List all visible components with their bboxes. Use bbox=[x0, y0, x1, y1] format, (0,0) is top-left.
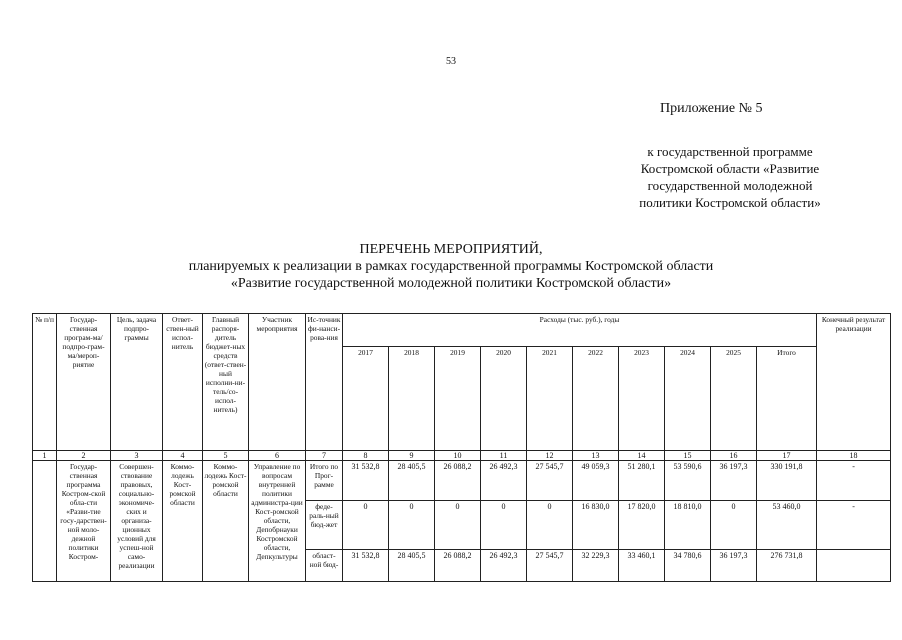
goal-cell: Совершен-ствование правовых, социально-экономиче-ских и организа-ционных условий для успеш-ной само-реализации bbox=[111, 461, 163, 582]
row-number bbox=[33, 461, 57, 582]
result-cell bbox=[817, 550, 891, 582]
value-cell: 49 059,3 bbox=[573, 461, 619, 501]
value-cell: 28 405,5 bbox=[389, 461, 435, 501]
header-year: 2023 bbox=[619, 347, 665, 451]
value-cell: 27 545,7 bbox=[527, 550, 573, 582]
appendix-title: Приложение № 5 bbox=[660, 101, 763, 116]
header-budget-manager: Главный распоря-дитель бюджет-ных средств (ответ-ствен-ный исполни-ни-тель/со-испол-нитель) bbox=[203, 314, 249, 451]
value-cell: 33 460,1 bbox=[619, 550, 665, 582]
appendix-line: к государственной программе bbox=[647, 144, 813, 159]
total-cell: 53 460,0 bbox=[757, 501, 817, 550]
value-cell: 36 197,3 bbox=[711, 461, 757, 501]
value-cell: 0 bbox=[527, 501, 573, 550]
participant-cell: Управление по вопросам внутренней политики администра-ции Кост-ромской области, Депобрнауки Костромской области, Депкультуры bbox=[249, 461, 306, 582]
value-cell: 27 545,7 bbox=[527, 461, 573, 501]
value-cell: 0 bbox=[711, 501, 757, 550]
column-number: 9 bbox=[389, 451, 435, 461]
value-cell: 0 bbox=[435, 501, 481, 550]
column-number: 14 bbox=[619, 451, 665, 461]
header-participant: Участник мероприятия bbox=[249, 314, 306, 451]
column-number: 16 bbox=[711, 451, 757, 461]
result-cell: - bbox=[817, 461, 891, 501]
value-cell: 26 492,3 bbox=[481, 461, 527, 501]
header-number: № п/п bbox=[33, 314, 57, 451]
value-cell: 31 532,8 bbox=[343, 550, 389, 582]
header-total: Итого bbox=[757, 347, 817, 451]
header-year: 2018 bbox=[389, 347, 435, 451]
header-program: Государ-ственная програм-ма/подпро-грам-ма/мероп-риятие bbox=[57, 314, 111, 451]
header-responsible: Ответ-ствен-ный испол-нитель bbox=[163, 314, 203, 451]
appendix-line: политики Костромской области» bbox=[639, 195, 821, 210]
header-goal: Цель, задача подпро-граммы bbox=[111, 314, 163, 451]
header-year: 2017 bbox=[343, 347, 389, 451]
header-year: 2025 bbox=[711, 347, 757, 451]
header-year: 2022 bbox=[573, 347, 619, 451]
document-title bbox=[0, 241, 902, 292]
value-cell: 0 bbox=[343, 501, 389, 550]
column-number: 1 bbox=[33, 451, 57, 461]
value-cell: 31 532,8 bbox=[343, 461, 389, 501]
column-number: 12 bbox=[527, 451, 573, 461]
page-number: 53 bbox=[446, 56, 456, 67]
column-number: 17 bbox=[757, 451, 817, 461]
table-row bbox=[33, 461, 891, 501]
total-cell: 276 731,8 bbox=[757, 550, 817, 582]
value-cell: 18 810,0 bbox=[665, 501, 711, 550]
appendix-line: Костромской области «Развитие bbox=[640, 161, 820, 176]
value-cell: 0 bbox=[389, 501, 435, 550]
value-cell: 26 088,2 bbox=[435, 550, 481, 582]
responsible-cell: Коммо-лодежь Кост-ромской области bbox=[163, 461, 203, 582]
column-number: 10 bbox=[435, 451, 481, 461]
activities-table bbox=[32, 313, 891, 582]
program-cell: Государ-ственная программа Костром-ской обла-сти «Разви-тие госу-дарствен-ной моло-дежной политики Костром- bbox=[57, 461, 111, 582]
funding-source-cell: Итого по Прог-рамме bbox=[306, 461, 343, 501]
value-cell: 16 830,0 bbox=[573, 501, 619, 550]
value-cell: 36 197,3 bbox=[711, 550, 757, 582]
title-heading: ПЕРЕЧЕНЬ МЕРОПРИЯТИЙ, bbox=[359, 242, 543, 257]
value-cell: 34 780,6 bbox=[665, 550, 711, 582]
value-cell: 53 590,6 bbox=[665, 461, 711, 501]
value-cell: 28 405,5 bbox=[389, 550, 435, 582]
column-number: 7 bbox=[306, 451, 343, 461]
column-number: 2 bbox=[57, 451, 111, 461]
column-number: 18 bbox=[817, 451, 891, 461]
title-line: «Развитие государственной молодежной политики Костромской области» bbox=[230, 276, 672, 291]
value-cell: 17 820,0 bbox=[619, 501, 665, 550]
budget-manager-cell: Коммо-лодежь Кост-ромской области bbox=[203, 461, 249, 582]
header-result: Конечный результат реализации bbox=[817, 314, 891, 451]
column-number: 3 bbox=[111, 451, 163, 461]
header-year: 2020 bbox=[481, 347, 527, 451]
column-number: 13 bbox=[573, 451, 619, 461]
value-cell: 0 bbox=[481, 501, 527, 550]
value-cell: 32 229,3 bbox=[573, 550, 619, 582]
column-number-row bbox=[33, 451, 891, 461]
title-line: планируемых к реализации в рамках государственной программы Костромской области bbox=[188, 259, 714, 274]
column-number: 11 bbox=[481, 451, 527, 461]
funding-source-cell: феде-раль-ный бюд-жет bbox=[306, 501, 343, 550]
value-cell: 51 280,1 bbox=[619, 461, 665, 501]
value-cell: 26 492,3 bbox=[481, 550, 527, 582]
header-year: 2024 bbox=[665, 347, 711, 451]
column-number: 4 bbox=[163, 451, 203, 461]
header-year: 2019 bbox=[435, 347, 481, 451]
column-number: 6 bbox=[249, 451, 306, 461]
value-cell: 26 088,2 bbox=[435, 461, 481, 501]
result-cell: - bbox=[817, 501, 891, 550]
funding-source-cell: област-ной бюд- bbox=[306, 550, 343, 582]
appendix-line: государственной молодежной bbox=[647, 178, 813, 193]
header-year: 2021 bbox=[527, 347, 573, 451]
column-number: 15 bbox=[665, 451, 711, 461]
header-expenses: Расходы (тыс. руб.), годы bbox=[343, 314, 817, 347]
header-funding-source: Ис-точник фи-нанси-рова-ния bbox=[306, 314, 343, 451]
column-number: 5 bbox=[203, 451, 249, 461]
column-number: 8 bbox=[343, 451, 389, 461]
total-cell: 330 191,8 bbox=[757, 461, 817, 501]
appendix-subtitle bbox=[610, 143, 850, 211]
